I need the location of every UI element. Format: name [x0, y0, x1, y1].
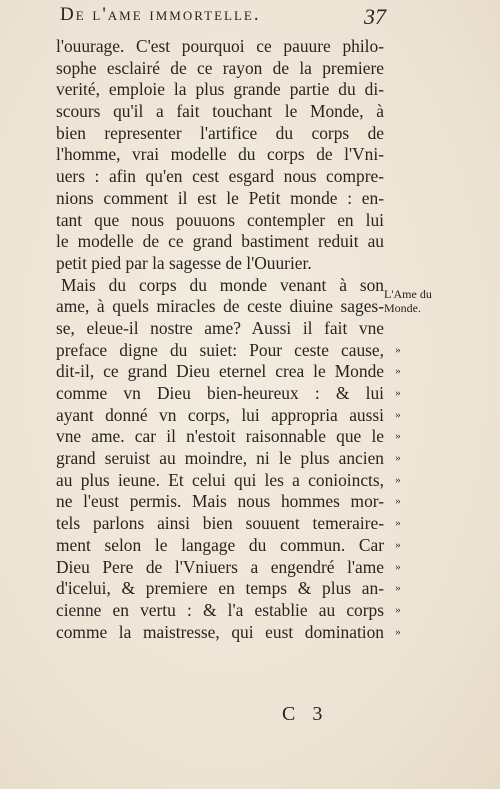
- text-line: vne ame. car il n'estoit raisonnable que le: [56, 426, 384, 447]
- text-line: l'homme, vrai modelle du corps de l'Vni-: [56, 144, 384, 165]
- running-head: De l'ame immortelle.: [60, 4, 261, 25]
- quote-mark: »: [395, 343, 401, 356]
- text-line: bien representer l'artifice du corps de: [56, 122, 384, 143]
- text-line: ment selon le langage du commun. Car: [56, 534, 384, 555]
- text-line: verité, emploie la plus grande partie du di-: [56, 79, 384, 100]
- text-line: comme vn Dieu bien-heureux : & lui: [56, 383, 384, 403]
- text-line: scours qu'il a fait touchant le Monde, à: [56, 101, 384, 122]
- text-line: uers : afin qu'en cest esgard nous compre-: [56, 166, 384, 187]
- text-line: preface digne du suiet: Pour ceste cause,: [56, 339, 384, 360]
- text-line: le modelle de ce grand bastiment reduit au: [56, 231, 384, 252]
- quote-mark: »: [395, 560, 401, 573]
- text-line: ame, à quels miracles de ceste diuine sages-: [56, 296, 384, 317]
- text-line: Dieu Pere de l'Vniuers a engendré l'ame: [56, 556, 384, 577]
- text-line: tels parlons ainsi bien souuent temeraire-: [56, 513, 384, 534]
- text-line-paragraph-start: Mais du corps du monde venant à son: [61, 274, 384, 295]
- quote-mark: »: [395, 495, 401, 508]
- text-line: grand seruist au moindre, ni le plus ancien: [56, 448, 384, 469]
- quote-mark: »: [395, 387, 401, 399]
- quote-mark: »: [395, 430, 401, 443]
- quote-mark: »: [395, 603, 401, 616]
- text-line: se, eleue-il nostre ame? Aussi il fait vne: [56, 317, 384, 338]
- text-line: sophe esclairé de ce rayon de la premiere: [56, 57, 384, 78]
- quote-mark: »: [395, 582, 401, 595]
- text-line: nions comment il est le Petit monde : en-: [56, 187, 384, 208]
- margin-note-line: L'Ame du: [384, 287, 432, 301]
- text-line: d'icelui, & premiere en temps & plus an-: [56, 578, 384, 599]
- text-line: l'ouurage. C'est pourquoi ce pauure philo-: [56, 36, 384, 56]
- text-line: petit pied par la sagesse de l'Ouurier.: [56, 252, 312, 273]
- signature-mark: C 3: [282, 703, 329, 725]
- text-line: tant que nous pouuons contempler en lui: [56, 209, 384, 230]
- text-line: cienne en vertu : & l'a establie au corps: [56, 599, 384, 620]
- text-line: au plus ieune. Et celui qui les a conioincts,: [56, 469, 384, 490]
- text-line: dit-il, ce grand Dieu eternel crea le Monde: [56, 361, 384, 382]
- quote-mark: »: [395, 625, 401, 638]
- body-text: [56, 36, 384, 643]
- quote-mark: »: [395, 538, 401, 551]
- quote-mark: »: [395, 473, 401, 486]
- quote-mark: »: [395, 452, 401, 465]
- quotation-marks-column: [388, 36, 408, 643]
- text-line: ayant donné vn corps, lui appropria aussi: [56, 404, 384, 425]
- quote-mark: »: [395, 365, 401, 378]
- quote-mark: »: [395, 408, 401, 421]
- text-line: comme la maistresse, qui eust domination: [56, 621, 384, 642]
- page-number: 37: [364, 4, 386, 29]
- quote-mark: »: [395, 517, 401, 530]
- margin-note-line: Monde.: [384, 301, 421, 315]
- text-line: ne l'eust permis. Mais nous hommes mor-: [56, 491, 384, 512]
